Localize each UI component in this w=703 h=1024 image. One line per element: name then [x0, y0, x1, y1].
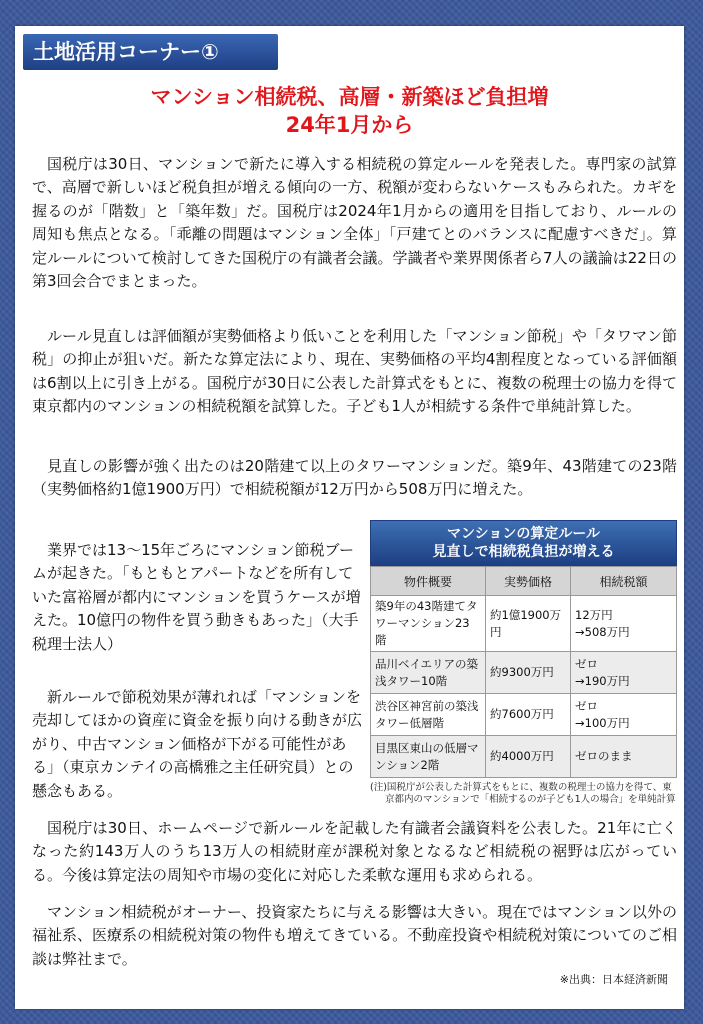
top-band	[0, 0, 703, 20]
table-header-tax: 相続税額	[571, 567, 677, 596]
paragraph-5: 新ルールで節税効果が薄れれば「マンションを売却してほかの資産に資金を振り向ける動きが広がり、中古マンション価格が下がる可能性がある」（東京カンテイの高橋雅之主任研究員）との懸念もある。	[32, 688, 363, 800]
table-cell-tax: ゼロのまま	[571, 736, 677, 778]
table-row	[371, 596, 677, 652]
table-cell-tax: ゼロ →190万円	[571, 652, 677, 694]
table-cell-property: 目黒区東山の低層マンション2階	[371, 736, 486, 778]
table-row	[371, 652, 677, 694]
paragraph-1: 国税庁は30日、マンションで新たに導入する相続税の算定ルールを発表した。専門家の試算で、高層で新しいほど税負担が増える傾向の一方、税額が変わらないケースもみられた。カギを握るのが「階数」と「築年数」だ。国税庁は2024年1月からの適用を目指しており、ルールの周知も焦点となる。「乖離の問題はマンション全体」「戸建てとのバランスに配慮すべきだ」。算定ルールについて検討してきた国税庁の有識者会議。学識者や業界関係者ら7人の議論は22日の第3回会合でまとまった。	[32, 155, 677, 291]
table-cell-property: 築9年の43階建てタワーマンション23階	[371, 596, 486, 652]
source-credit: ※出典：日本経済新聞	[559, 973, 668, 986]
table-cell-price: 約1億1900万円	[486, 596, 571, 652]
table-header-property: 物件概要	[371, 567, 486, 596]
corner-label: 土地活用コーナー①	[23, 34, 278, 70]
table-header-price: 実勢価格	[486, 567, 571, 596]
paragraph-3: 見直しの影響が強く出たのは20階建て以上のタワーマンションだ。築9年、43階建ての23階（実勢価格約1億1900万円）で相続税額が12万円から508万円に増えた。	[32, 457, 677, 499]
table-cell-property: 渋谷区神宮前の築浅タワー低層階	[371, 694, 486, 736]
paragraph-7: マンション相続税がオーナー、投資家たちに与える影響は大きい。現在ではマンション以外の福祉系、医療系の相続税対策の物件も増えてきている。不動産投資や相続税対策についてのご相談は弊社まで。	[32, 903, 677, 968]
valuation-table	[370, 566, 677, 778]
valuation-table-figure	[370, 520, 677, 805]
table-header-row	[371, 567, 677, 596]
table-cell-tax: ゼロ →100万円	[571, 694, 677, 736]
paragraph-6: 国税庁は30日、ホームページで新ルールを記載した有識者会議資料を公表した。21年に亡くなった約143万人のうち13万人の相続財産が課税対象となるなど相続税の裾野は広がっている。今後は算定法の周知や市場の変化に対応した柔軟な運用も求められる。	[32, 819, 677, 884]
table-row	[371, 736, 677, 778]
table-title-line2: 見直しで相続税負担が増える	[432, 544, 615, 560]
table-cell-tax: 12万円 →508万円	[571, 596, 677, 652]
table-cell-price: 約9300万円	[486, 652, 571, 694]
table-title-line1: マンションの算定ルール	[446, 526, 601, 542]
table-cell-property: 品川ベイエリアの築浅タワー10階	[371, 652, 486, 694]
paragraph-4: 業界では13～15年ごろにマンション節税ブームが起きた。「もともとアパートなどを所有していた富裕層が都内にマンションを買うケースが増えた。10億円の物件を買う動きもあった」（大手税理士法人）	[32, 541, 361, 653]
table-title	[370, 520, 677, 566]
paragraph-2: ルール見直しは評価額が実勢価格より低いことを利用した「マンション節税」や「タワマン節税」の抑止が狙いだ。新たな算定法により、現在、実勢価格の平均4割程度となっている評価額は6割以上に引き上がる。国税庁が30日に公表した計算式をもとに、複数の税理士の協力を得て東京都内のマンションの相続税額を試算した。子ども1人が相続する条件で単純計算した。	[32, 327, 677, 416]
table-note: (注)国税庁が公表した計算式をもとに、複数の税理士の協力を得て、東京都内のマンションで「相続するのが子ども1人の場合」を単純計算	[370, 782, 676, 805]
headline-line1: マンション相続税、高層・新築ほど負担増	[150, 85, 549, 109]
table-row	[371, 694, 677, 736]
table-cell-price: 約7600万円	[486, 694, 571, 736]
newsletter-page	[15, 26, 684, 1009]
headline-line2: 24年1月から	[285, 113, 414, 137]
table-cell-price: 約4000万円	[486, 736, 571, 778]
